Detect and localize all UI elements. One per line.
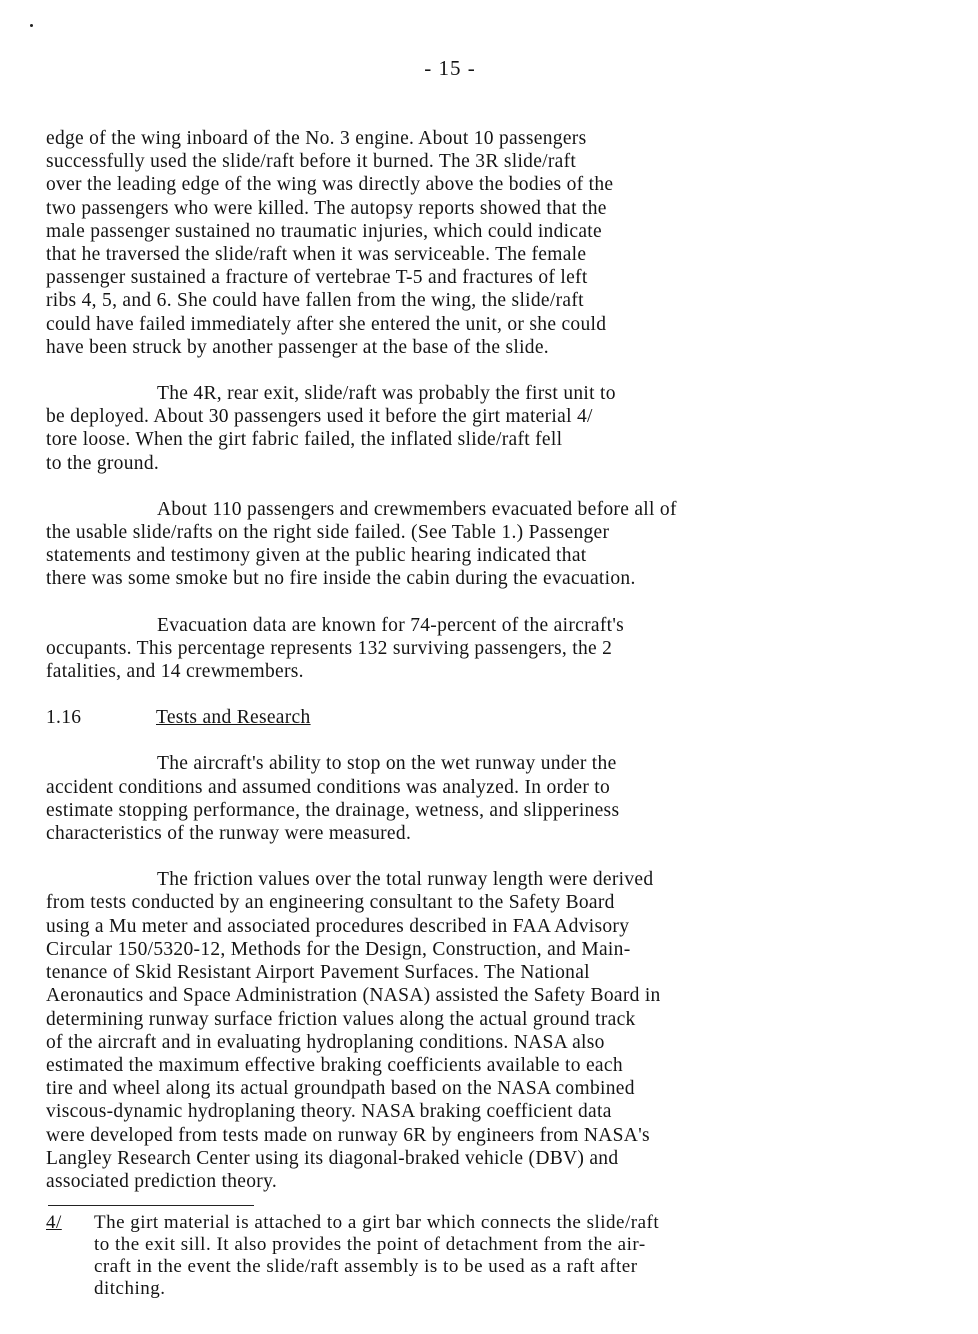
paragraph-stopping-analysis: The aircraft's ability to stop on the wet runway under the accident conditions and assumed conditions was analyzed. In order to estimate stopping performance, the drainage, wetness, and slipperiness characteristics of the runway were measured.: [46, 753, 620, 845]
paragraph-continuation: edge of the wing inboard of the No. 3 engine. About 10 passengers successfully used the slide/raft before it burned. The 3R slide/raft over the leading edge of the wing was directly above the bodies of the two passengers who were killed. The autopsy reports showed that the male passenger sustained no traumatic injuries, which could indicate that he traversed the slide/raft when it was serviceable. The female passenger sustained a fracture of vertebrae T-5 and fractures of left ribs 4, 5, and 6. She could have fallen from the wing, the slide/raft could have failed immediately after she entered the unit, or she could have been struck by another passenger at the base of the slide.: [46, 128, 614, 358]
page-number: - 15 -: [424, 56, 476, 80]
scan-speck: [30, 24, 33, 27]
paragraph-4r-slide: The 4R, rear exit, slide/raft was probably the first unit to be deployed. About 30 passengers used it before the girt material 4/ tore loose. When the girt fabric failed, the inflated slide/raft fell to the ground.: [46, 383, 616, 474]
body-text: [46, 127, 926, 1216]
footnote-divider: [48, 1205, 254, 1206]
section-heading: [46, 706, 926, 729]
footnote-mark: 4/: [46, 1212, 62, 1233]
section-title: Tests and Research: [156, 707, 311, 729]
section-number: 1.16: [46, 707, 82, 729]
footnote-text: The girt material is attached to a girt bar which connects the slide/raft to the exit sill. It also provides the point of detachment from the air- craft in the event the slide/raft assembly is to be used as a raft after ditching.: [94, 1212, 660, 1299]
paragraph-friction-tests: The friction values over the total runway length were derived from tests conducted by an engineering consultant to the Safety Board using a Mu meter and associated procedures described in FAA Advisory Circular 150/5320-12, Methods for the Design, Construction, and Main- tenance of Skid Resistant Airport Pavement Surfaces. The National Aeronautics and Space Administration (NASA) assisted the Safety Board in determining runway surface friction values along the actual ground track of the aircraft and in evaluating hydroplaning conditions. NASA also estimated the maximum effective braking coefficients available to each tire and wheel along its actual groundpath based on the NASA combined viscous-dynamic hydroplaning theory. NASA braking coefficient data were developed from tests made on runway 6R by engineers from NASA's Langley Research Center using its diagonal-braked vehicle (DBV) and associated prediction theory.: [46, 869, 661, 1192]
paragraph-evacuation-count: About 110 passengers and crewmembers evacuated before all of the usable slide/rafts on the right side failed. (See Table 1.) Passenger statements and testimony given at the public hearing indicated that there was some smoke but no fire inside the cabin during the evacuation.: [46, 498, 677, 590]
footnote: [46, 1212, 946, 1300]
paragraph-evacuation-data: Evacuation data are known for 74-percent of the aircraft's occupants. This percentage represents 132 surviving passengers, the 2 fatalities, and 14 crewmembers.: [46, 614, 625, 683]
